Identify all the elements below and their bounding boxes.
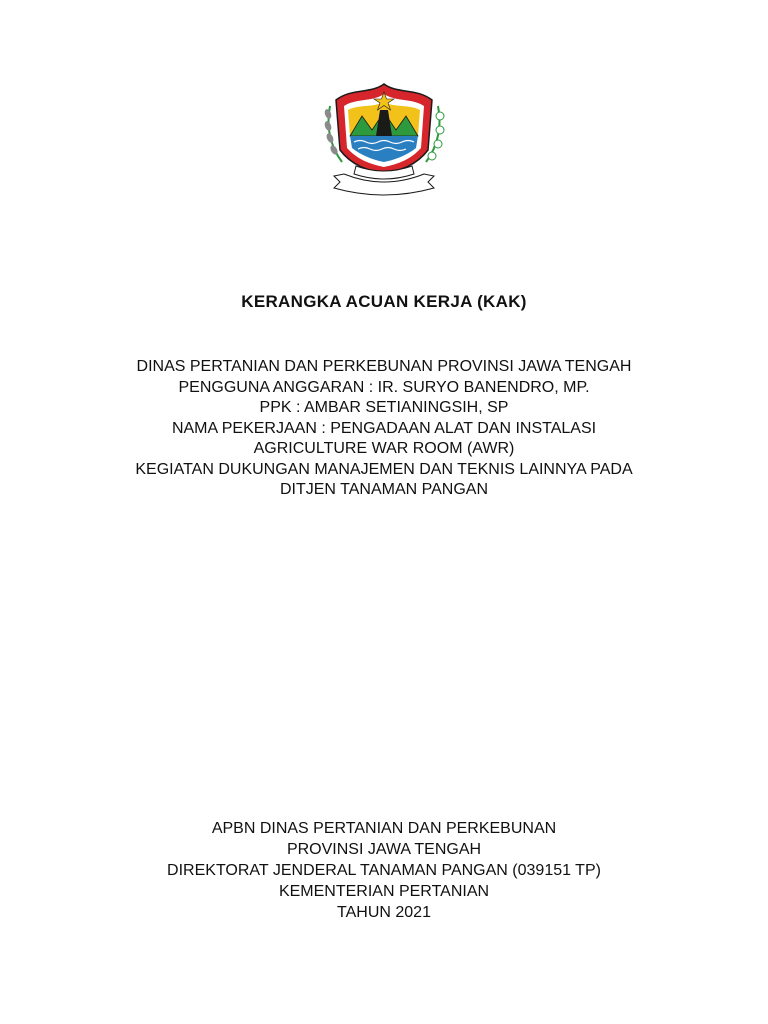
document-title: KERANGKA ACUAN KERJA (KAK) [241,292,527,311]
info-line-job-name-cont: AGRICULTURE WAR ROOM (AWR) [253,440,515,457]
info-line-activity: KEGIATAN DUKUNGAN MANAJEMEN DAN TEKNIS LAINNYA PADA [135,460,633,478]
info-line-activity-cont: DITJEN TANAMAN PANGAN [279,481,489,498]
info-line-agency: DINAS PERTANIAN DAN PERKEBUNAN PROVINSI JAWA TENGAH [136,358,632,375]
footer-line-ministry: KEMENTERIAN PERTANIAN [278,883,490,900]
project-info-block [0,357,768,501]
info-line-ppk: PPK : AMBAR SETIANINGSIH, SP [259,399,509,416]
info-line-job-name: NAMA PEKERJAAN : PENGADAAN ALAT DAN INSTALASI [171,419,597,437]
footer-line-year: TAHUN 2021 [337,904,431,921]
footer-line-province: PROVINSI JAWA TENGAH [286,841,482,858]
footer-line-apbn: APBN DINAS PERTANIAN DAN PERKEBUNAN [211,820,557,837]
footer-line-directorate: DIREKTORAT JENDERAL TANAMAN PANGAN (039151 TP) [167,862,601,879]
funding-footer-block [0,818,768,923]
info-line-budget-user: PENGGUNA ANGGARAN : IR. SURYO BANENDRO, MP. [178,378,590,396]
jawa-tengah-emblem-icon [316,70,452,200]
